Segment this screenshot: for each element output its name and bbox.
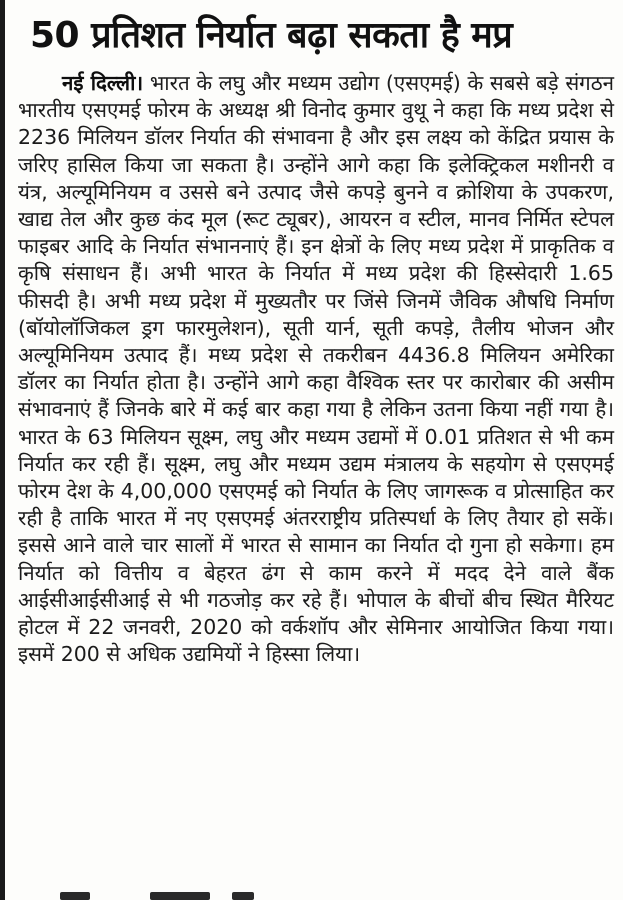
column-border	[0, 0, 5, 900]
article-text: भारत के लघु और मध्यम उद्योग (एसएमई) के सबसे बड़े संगठन भारतीय एसएमई फोरम के अध्यक्ष श्री विनोद कुमार वुथू ने कहा कि मध्य प्रदेश से 2236 मिलियन डॉलर निर्यात की संभावना है और इस लक्ष्य को केंद्रित प्रयास के जरिए हासिल किया जा सकता है। उन्होंने आगे कहा कि इलेक्ट्रिकल मशीनरी व यंत्र, अल्यूमिनियम व उससे बने उत्पाद जैसे कपड़े बुनने व क्रोशिया के उपकरण, खाद्य तेल और कुछ कंद मूल (रूट ट्यूबर), आयरन व स्टील, मानव निर्मित स्टेपल फाइबर आदि के निर्यात संभाननाएं हैं। इन क्षेत्रों के लिए मध्य प्रदेश में प्राकृतिक व कृषि संसाधन हैं। अभी भारत के निर्यात में मध्य प्रदेश की हिस्सेदारी 1.65 फीसदी है। अभी मध्य प्रदेश में मुख्यतौर पर जिंसे जिनमें जैविक औषधि निर्माण (बॉयोलॉजिकल ड्रग फारमुलेशन), सूती यार्न, सूती कपड़े, तैलीय भोजन और अल्यूमिनियम उत्पाद हैं। मध्य प्रदेश से तकरीबन 4436.8 मिलियन अमेरिका डॉलर का निर्यात होता है। उन्होंने आगे कहा वैश्विक स्तर पर कारोबार की असीम संभावनाएं हैं जिनके बारे में कई बार कहा गया है लेकिन उतना किया नहीं गया है। भारत के 63 मिलियन सूक्ष्म, लघु और मध्यम उद्यमों में 0.01 प्रतिशत से भी कम निर्यात कर रही हैं। सूक्ष्म, लघु और मध्यम उद्यम मंत्रालय के सहयोग से एसएमई फोरम देश के 4,00,000 एसएमई को निर्यात के लिए जागरूक व प्रोत्साहित कर रही है ताकि भारत में नए एसएमई अंतरराष्ट्रीय प्रतिस्पर्धा के लिए तैयार हो सकें। इससे आने वाले चार सालों में भारत से सामान का निर्यात दो गुना हो सकेगा। हम निर्यात को वित्तीय व बेहरत ढंग से काम करने में मदद देने वाले बैंक आईसीआईसीआई से भी गठजोड़ कर रहे हैं। भोपाल के बीचों बीच स्थित मैरियट होटल में 22 जनवरी, 2020 को वर्कशॉप और सेमिनार आयोजित किया गया। इसमें 200 से अधिक उद्यमियों ने हिस्सा लिया।	[18, 71, 615, 667]
article-dateline: नई दिल्ली।	[62, 71, 144, 95]
next-article-bleed	[0, 888, 623, 900]
bleed-mark	[232, 892, 254, 900]
bleed-mark	[60, 892, 90, 900]
article-headline: 50 प्रतिशत निर्यात बढ़ा सकता है मप्र	[30, 15, 513, 56]
bleed-mark	[150, 892, 210, 900]
article-body	[18, 70, 614, 668]
